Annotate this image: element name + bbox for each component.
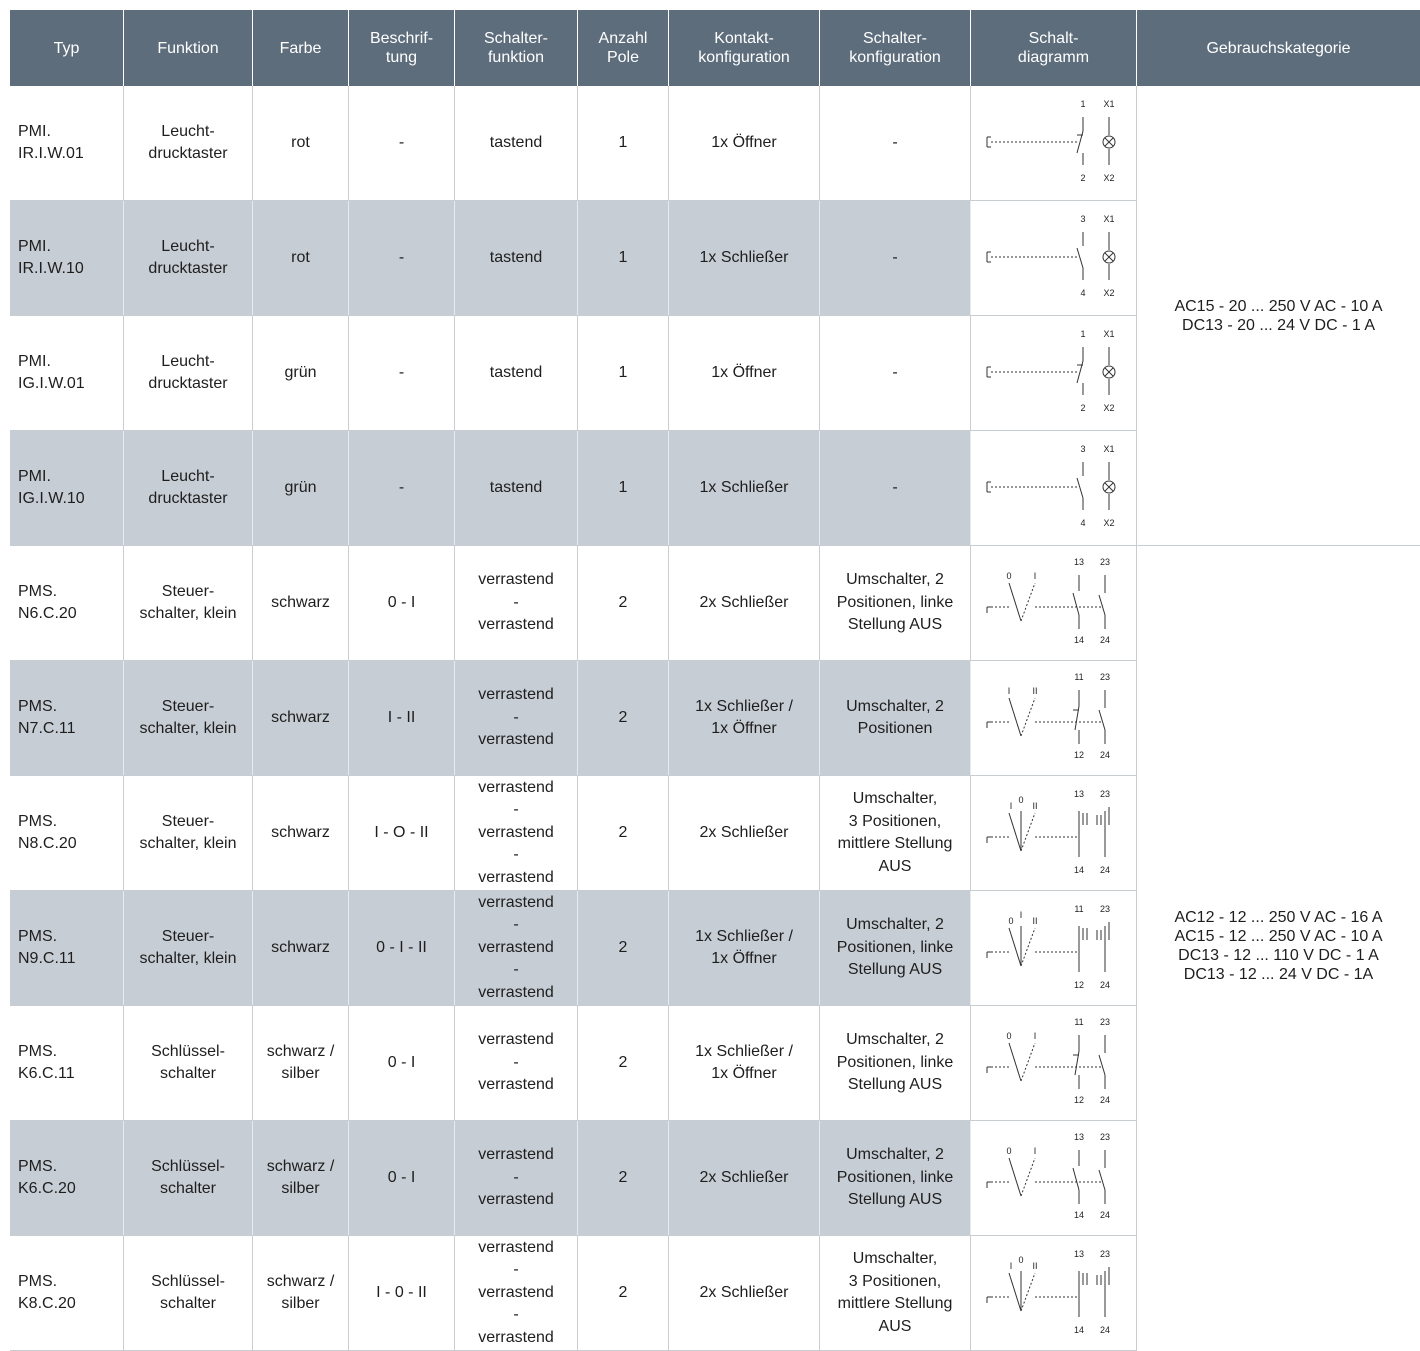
terminal-label: 1 [1079, 99, 1086, 109]
circuit-diagram [971, 1121, 1137, 1235]
terminal-label: 24 [1099, 1210, 1110, 1220]
cell-schalterfunktion: tastend [455, 201, 578, 315]
header-farbe: Farbe [253, 10, 349, 86]
cell-schalterfunktion: verrastend - verrastend - verrastend [455, 776, 578, 890]
terminal-label: X1 [1102, 444, 1115, 454]
wire-line [1077, 361, 1083, 383]
position-label: 0 [1005, 571, 1012, 581]
cell-anzahl-pole: 2 [578, 776, 669, 890]
cell-beschriftung: - [349, 316, 455, 430]
header-funktion: Funktion [124, 10, 253, 86]
cell-funktion: Steuer- schalter, klein [124, 776, 253, 890]
terminal-label: 2 [1079, 173, 1086, 183]
actuator-link-line [1021, 1043, 1035, 1081]
cell-schalterkonfiguration: Umschalter, 2 Positionen, linke Stellung AUS [820, 891, 971, 1005]
terminal-label: 1 [1079, 329, 1086, 339]
cell-schalterfunktion: verrastend - verrastend [455, 1006, 578, 1120]
terminal-label: 14 [1073, 1210, 1084, 1220]
cell-schalterkonfiguration: - [820, 431, 971, 545]
actuator-link-line [1021, 698, 1035, 736]
cell-kontaktkonfiguration: 1x Schließer / 1x Öffner [669, 661, 820, 775]
position-label: I [1033, 1146, 1036, 1156]
cell-typ: PMS. N6.C.20 [10, 546, 124, 660]
cell-anzahl-pole: 1 [578, 201, 669, 315]
cell-kontaktkonfiguration: 2x Schließer [669, 1236, 820, 1350]
cell-farbe: grün [253, 316, 349, 430]
terminal-label: 24 [1099, 1095, 1110, 1105]
schematic-svg [979, 553, 1129, 653]
terminal-label: 12 [1073, 980, 1084, 990]
table-row [10, 1236, 1137, 1351]
terminal-label: 11 [1073, 1017, 1084, 1027]
terminal-label: 23 [1099, 1017, 1110, 1027]
terminal-label: 14 [1073, 1325, 1084, 1335]
cell-anzahl-pole: 2 [578, 1121, 669, 1235]
cell-farbe: schwarz / silber [253, 1236, 349, 1350]
table-row [10, 661, 1137, 776]
terminal-label: 13 [1073, 1249, 1084, 1259]
wire-line [1009, 698, 1021, 736]
header-kontaktkonfiguration: Kontakt- konfiguration [669, 10, 820, 86]
cell-schalterfunktion: verrastend - verrastend - verrastend [455, 891, 578, 1005]
cell-beschriftung: - [349, 201, 455, 315]
cell-funktion: Schlüssel- schalter [124, 1236, 253, 1350]
cell-typ: PMI. IR.I.W.10 [10, 201, 124, 315]
schematic-svg [979, 783, 1129, 883]
position-label: I [1033, 571, 1036, 581]
terminal-label: X1 [1102, 99, 1115, 109]
wire-line [1077, 131, 1083, 153]
cell-kontaktkonfiguration: 1x Schließer / 1x Öffner [669, 1006, 820, 1120]
cell-anzahl-pole: 2 [578, 661, 669, 775]
cell-typ: PMS. N8.C.20 [10, 776, 124, 890]
terminal-label: X2 [1102, 288, 1115, 298]
schematic-svg [979, 93, 1129, 193]
wire-line [1099, 710, 1105, 730]
position-label: I [1033, 1031, 1036, 1041]
cell-schalterkonfiguration: - [820, 201, 971, 315]
header-beschriftung: Beschrif- tung [349, 10, 455, 86]
terminal-label: 23 [1099, 1249, 1110, 1259]
cell-farbe: rot [253, 86, 349, 200]
table-row [10, 891, 1137, 1006]
cell-schalterfunktion: tastend [455, 431, 578, 545]
header-gebrauchskategorie: Gebrauchskategorie [1206, 39, 1351, 57]
cell-kontaktkonfiguration: 1x Schließer [669, 431, 820, 545]
cell-farbe: grün [253, 431, 349, 545]
position-label: II [1031, 801, 1038, 811]
cell-schalterfunktion: verrastend - verrastend [455, 1121, 578, 1235]
cell-typ: PMS. K6.C.11 [10, 1006, 124, 1120]
schematic-svg [979, 438, 1129, 538]
position-label: II [1031, 686, 1038, 696]
circuit-diagram [971, 546, 1137, 660]
position-label: 0 [1005, 1146, 1012, 1156]
cell-funktion: Schlüssel- schalter [124, 1006, 253, 1120]
wire-line [1099, 595, 1105, 615]
cell-typ: PMI. IG.I.W.01 [10, 316, 124, 430]
cell-funktion: Leucht- drucktaster [124, 431, 253, 545]
terminal-label: 23 [1099, 672, 1110, 682]
terminal-label: 24 [1099, 635, 1110, 645]
terminal-label: 23 [1099, 1132, 1110, 1142]
wire-line [1077, 478, 1083, 498]
cell-schalterfunktion: verrastend - verrastend - verrastend [455, 1236, 578, 1350]
terminal-label: 24 [1099, 750, 1110, 760]
cell-schalterkonfiguration: Umschalter, 3 Positionen, mittlere Stellung AUS [820, 776, 971, 890]
cell-funktion: Steuer- schalter, klein [124, 891, 253, 1005]
position-label: 0 [1017, 795, 1024, 805]
cell-typ: PMS. K8.C.20 [10, 1236, 124, 1350]
usage-category-2: AC12 - 12 ... 250 V AC - 16 A AC15 - 12 ... 250 V AC - 10 A DC13 - 12 ... 110 V DC - 1 A DC13 - 12 ... 24 V DC - 1A [1174, 909, 1383, 983]
actuator-link-line [1021, 813, 1035, 851]
cell-beschriftung: - [349, 431, 455, 545]
schematic-svg [979, 1243, 1129, 1343]
wire-line [1009, 1158, 1021, 1196]
position-label: 0 [1005, 1031, 1012, 1041]
terminal-label: 3 [1079, 214, 1086, 224]
terminal-label: 4 [1079, 288, 1086, 298]
cell-farbe: schwarz [253, 891, 349, 1005]
actuator-link-line [1021, 1158, 1035, 1196]
schematic-svg [979, 1013, 1129, 1113]
wire-line [1099, 1055, 1105, 1075]
terminal-label: 14 [1073, 865, 1084, 875]
terminal-label: 2 [1079, 403, 1086, 413]
cell-beschriftung: 0 - I - II [349, 891, 455, 1005]
cell-kontaktkonfiguration: 2x Schließer [669, 1121, 820, 1235]
cell-beschriftung: I - O - II [349, 776, 455, 890]
usage-category-1: AC15 - 20 ... 250 V AC - 10 A DC13 - 20 ... 24 V DC - 1 A [1137, 86, 1420, 546]
cell-schalterkonfiguration: - [820, 86, 971, 200]
wire-line [1009, 813, 1021, 851]
cell-anzahl-pole: 1 [578, 316, 669, 430]
cell-funktion: Leucht- drucktaster [124, 201, 253, 315]
cell-schalterkonfiguration: Umschalter, 2 Positionen, linke Stellung AUS [820, 1006, 971, 1120]
cell-farbe: rot [253, 201, 349, 315]
circuit-diagram [971, 661, 1137, 775]
schematic-svg [979, 1128, 1129, 1228]
terminal-label: 11 [1073, 672, 1084, 682]
terminal-label: 13 [1073, 789, 1084, 799]
terminal-label: X2 [1102, 403, 1115, 413]
schematic-svg [979, 898, 1129, 998]
cell-farbe: schwarz / silber [253, 1006, 349, 1120]
cell-schalterfunktion: verrastend - verrastend [455, 661, 578, 775]
terminal-label: X2 [1102, 173, 1115, 183]
table-row [10, 431, 1137, 546]
terminal-label: 24 [1099, 1325, 1110, 1335]
circuit-diagram [971, 201, 1137, 315]
cell-beschriftung: 0 - I [349, 546, 455, 660]
terminal-label: 11 [1073, 904, 1084, 914]
cell-funktion: Leucht- drucktaster [124, 86, 253, 200]
circuit-diagram [971, 1236, 1137, 1350]
wire-line [1073, 593, 1079, 615]
table-row [10, 316, 1137, 431]
header-anzahl-pole: Anzahl Pole [578, 10, 669, 86]
cell-schalterkonfiguration: Umschalter, 2 Positionen, linke Stellung AUS [820, 1121, 971, 1235]
terminal-label: 4 [1079, 518, 1086, 528]
cell-anzahl-pole: 2 [578, 546, 669, 660]
terminal-label: X1 [1102, 329, 1115, 339]
cell-typ: PMI. IR.I.W.01 [10, 86, 124, 200]
wire-line [1073, 1168, 1079, 1190]
cell-kontaktkonfiguration: 2x Schließer [669, 546, 820, 660]
terminal-label: 24 [1099, 980, 1110, 990]
header-schaltdiagramm: Schalt- diagramm [971, 10, 1137, 86]
cell-farbe: schwarz / silber [253, 1121, 349, 1235]
terminal-label: 14 [1073, 635, 1084, 645]
circuit-diagram [971, 86, 1137, 200]
cell-schalterkonfiguration: Umschalter, 3 Positionen, mittlere Stellung AUS [820, 1236, 971, 1350]
schematic-svg [979, 208, 1129, 308]
cell-funktion: Schlüssel- schalter [124, 1121, 253, 1235]
wire-line [1077, 248, 1083, 268]
cell-kontaktkonfiguration: 1x Schließer [669, 201, 820, 315]
table-row [10, 201, 1137, 316]
cell-typ: PMS. N9.C.11 [10, 891, 124, 1005]
cell-beschriftung: 0 - I [349, 1006, 455, 1120]
cell-farbe: schwarz [253, 546, 349, 660]
cell-funktion: Leucht- drucktaster [124, 316, 253, 430]
circuit-diagram [971, 431, 1137, 545]
cell-farbe: schwarz [253, 661, 349, 775]
wire-line [1009, 1043, 1021, 1081]
circuit-diagram [971, 891, 1137, 1005]
table-row [10, 1006, 1137, 1121]
cell-funktion: Steuer- schalter, klein [124, 661, 253, 775]
table-row [10, 546, 1137, 661]
cell-anzahl-pole: 1 [578, 86, 669, 200]
position-label: I [1009, 1261, 1012, 1271]
wire-line [1009, 583, 1021, 621]
cell-beschriftung: I - II [349, 661, 455, 775]
cell-kontaktkonfiguration: 1x Schließer / 1x Öffner [669, 891, 820, 1005]
cell-beschriftung: - [349, 86, 455, 200]
actuator-link-line [1021, 1273, 1035, 1311]
cell-kontaktkonfiguration: 1x Öffner [669, 316, 820, 430]
header-typ: Typ [10, 10, 124, 86]
cell-anzahl-pole: 2 [578, 891, 669, 1005]
position-label: I [1007, 686, 1010, 696]
actuator-link-line [1021, 583, 1035, 621]
cell-funktion: Steuer- schalter, klein [124, 546, 253, 660]
terminal-label: 24 [1099, 865, 1110, 875]
schematic-svg [979, 668, 1129, 768]
position-label: 0 [1007, 916, 1014, 926]
cell-anzahl-pole: 1 [578, 431, 669, 545]
cell-schalterfunktion: verrastend - verrastend [455, 546, 578, 660]
cell-kontaktkonfiguration: 1x Öffner [669, 86, 820, 200]
cell-schalterkonfiguration: Umschalter, 2 Positionen, linke Stellung AUS [820, 546, 971, 660]
circuit-diagram [971, 1006, 1137, 1120]
position-label: I [1009, 801, 1012, 811]
position-label: I [1019, 910, 1022, 920]
position-label: II [1031, 916, 1038, 926]
terminal-label: 23 [1099, 557, 1110, 567]
terminal-label: 12 [1073, 1095, 1084, 1105]
terminal-label: 3 [1079, 444, 1086, 454]
position-label: 0 [1017, 1255, 1024, 1265]
wire-line [1009, 928, 1021, 966]
cell-kontaktkonfiguration: 2x Schließer [669, 776, 820, 890]
cell-beschriftung: 0 - I [349, 1121, 455, 1235]
table-header [10, 10, 1420, 86]
cell-farbe: schwarz [253, 776, 349, 890]
cell-anzahl-pole: 2 [578, 1236, 669, 1350]
terminal-label: 12 [1073, 750, 1084, 760]
cell-anzahl-pole: 2 [578, 1006, 669, 1120]
terminal-label: X1 [1102, 214, 1115, 224]
schematic-svg [979, 323, 1129, 423]
cell-typ: PMS. N7.C.11 [10, 661, 124, 775]
header-schalterkonfiguration: Schalter- konfiguration [820, 10, 971, 86]
cell-typ: PMI. IG.I.W.10 [10, 431, 124, 545]
table-row [10, 86, 1137, 201]
terminal-label: 13 [1073, 1132, 1084, 1142]
table-row [10, 1121, 1137, 1236]
circuit-diagram [971, 776, 1137, 890]
cell-typ: PMS. K6.C.20 [10, 1121, 124, 1235]
wire-line [1099, 1170, 1105, 1190]
terminal-label: 23 [1099, 904, 1110, 914]
wire-line [1009, 1273, 1021, 1311]
terminal-label: 13 [1073, 557, 1084, 567]
cell-beschriftung: I - 0 - II [349, 1236, 455, 1350]
position-label: II [1031, 1261, 1038, 1271]
circuit-diagram [971, 316, 1137, 430]
header-schalterfunktion: Schalter- funktion [455, 10, 578, 86]
actuator-link-line [1021, 928, 1035, 966]
table-row [10, 776, 1137, 891]
cell-schalterfunktion: tastend [455, 316, 578, 430]
cell-schalterkonfiguration: - [820, 316, 971, 430]
cell-schalterkonfiguration: Umschalter, 2 Positionen [820, 661, 971, 775]
terminal-label: 23 [1099, 789, 1110, 799]
cell-schalterfunktion: tastend [455, 86, 578, 200]
terminal-label: X2 [1102, 518, 1115, 528]
